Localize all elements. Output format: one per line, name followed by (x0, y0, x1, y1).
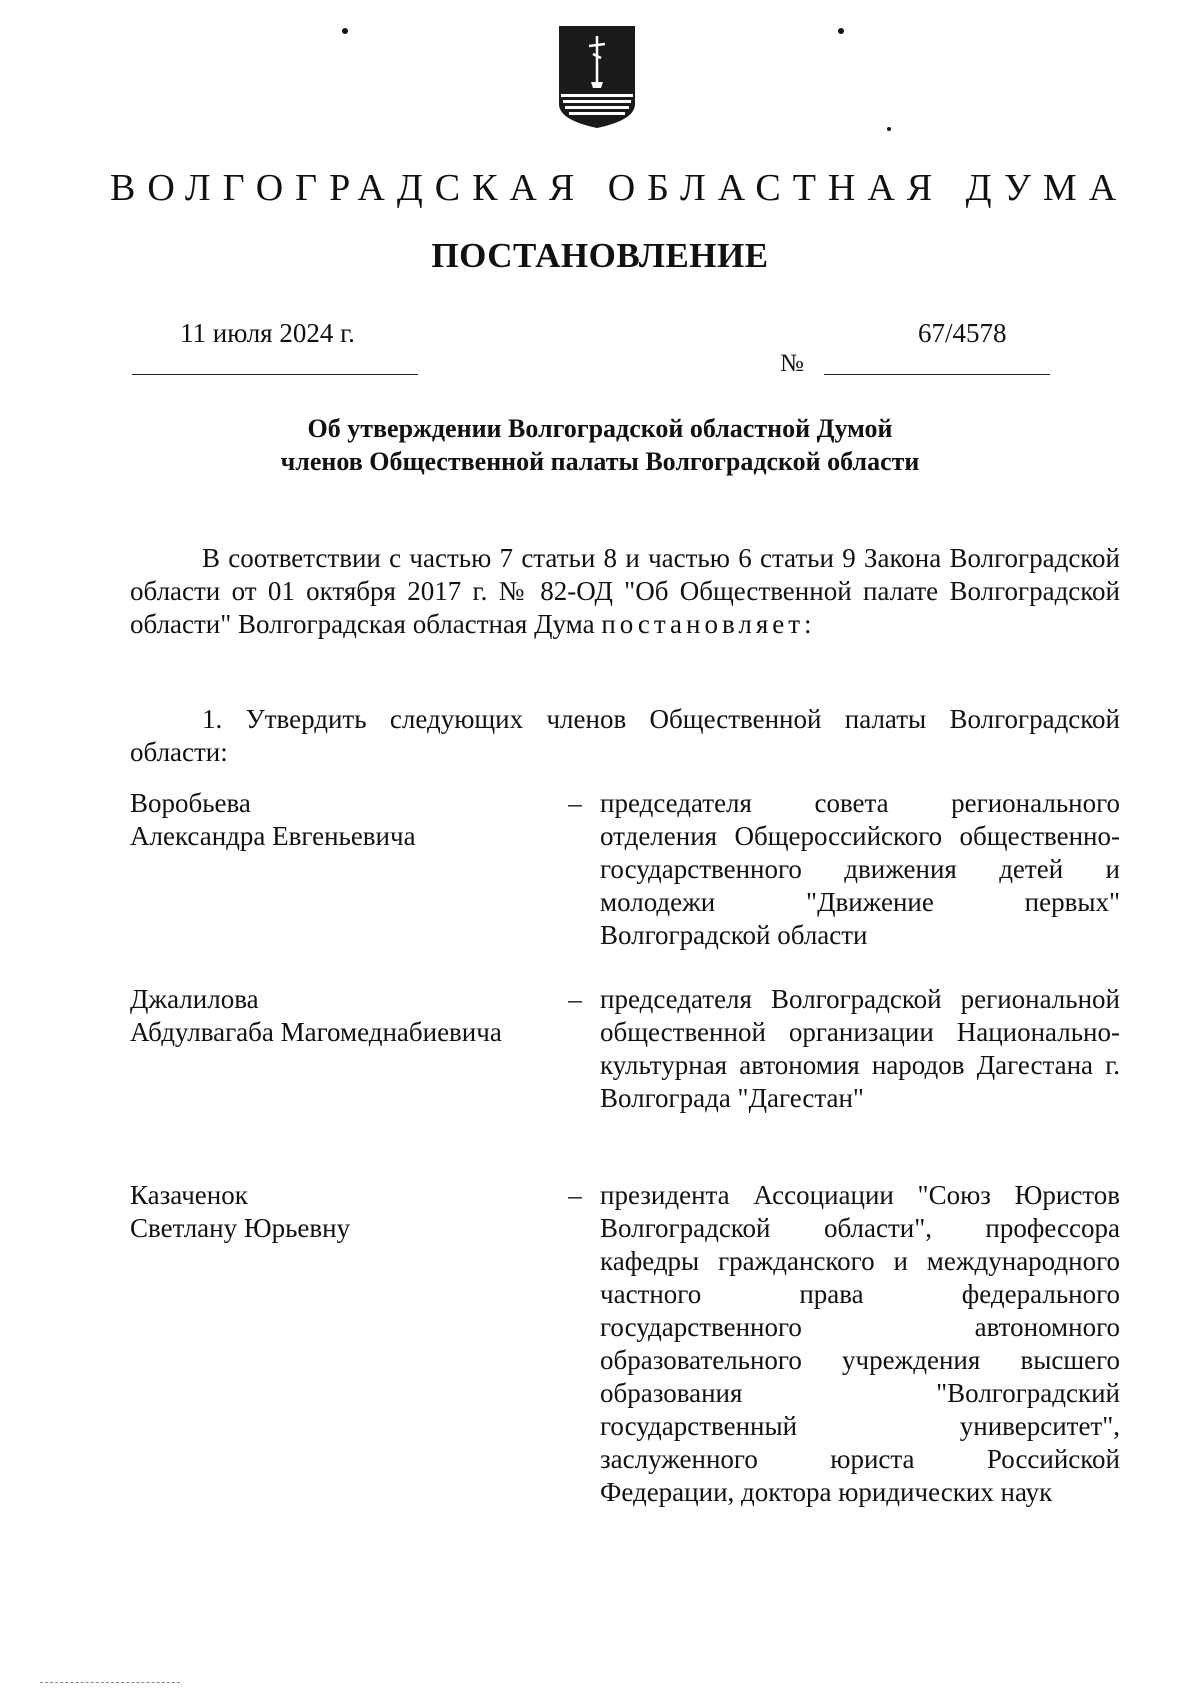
scan-footer-marks (40, 1682, 180, 1687)
number-underline (824, 374, 1050, 375)
member-role: президента Ассоциации "Союз Юристов Волгоградской области", профессора кафедры гражданского и международного частного права федерального государственного автономного образовательного учреждения высшего образования "Волгоградский государственный университет", заслуженного юриста Российской Федерации, доктора юридических наук (600, 1180, 1120, 1507)
preamble-text: В соответствии с частью 7 статьи 8 и частью 6 статьи 9 Закона Волгоградской области от 01 октября 2017 г. № 82-ОД "Об Общественной палате Волгоградской области" Волгоградская областная Дума (130, 543, 1120, 639)
organization-title: ВОЛГОГРАДСКАЯ ОБЛАСТНАЯ ДУМА (110, 167, 1129, 209)
scan-dot (342, 28, 348, 34)
member-dash: – (568, 984, 582, 1014)
scan-dot (838, 28, 844, 34)
subject-line-2: членов Общественной палаты Волгоградской области (280, 447, 920, 476)
member-given-names: Абдулвагаба Магомеднабиевича (130, 1017, 502, 1047)
document-subject (0, 412, 1200, 478)
member-dash: – (568, 788, 582, 818)
member-given-names: Александра Евгеньевича (130, 821, 416, 851)
date-field (132, 318, 418, 375)
member-given-names: Светлану Юрьевну (130, 1213, 351, 1243)
coat-of-arms-icon (555, 24, 639, 130)
member-dash: – (568, 1180, 582, 1210)
document-date: 11 июля 2024 г. (180, 318, 355, 348)
number-sign: № (780, 350, 804, 377)
item-1-paragraph: 1. Утвердить следующих членов Общественной палаты Волгоградской области: (130, 704, 1120, 767)
member-surname: Воробьева (130, 788, 251, 818)
member-name (130, 1179, 550, 1245)
member-role: председателя совета регионального отделения Общероссийского общественно-государственного движения детей и молодежи "Движение первых" Волгоградской области (600, 788, 1120, 950)
resolves-word: постановляет: (601, 609, 816, 639)
member-role: председателя Волгоградской региональной общественной организации Национально-культурная автономия народов Дагестана г. Волгограда "Дагестан" (600, 984, 1120, 1113)
number-field (780, 318, 1050, 378)
document-type-title: ПОСТАНОВЛЕНИЕ (431, 236, 769, 275)
member-surname: Джалилова (130, 984, 259, 1014)
preamble-paragraph (130, 542, 1120, 641)
member-name (130, 983, 550, 1049)
member-name (130, 787, 550, 853)
scan-dot (887, 127, 891, 131)
member-surname: Казаченок (130, 1180, 248, 1210)
subject-line-1: Об утверждении Волгоградской областной Думой (307, 414, 893, 443)
document-number: 67/4578 (918, 318, 1007, 348)
